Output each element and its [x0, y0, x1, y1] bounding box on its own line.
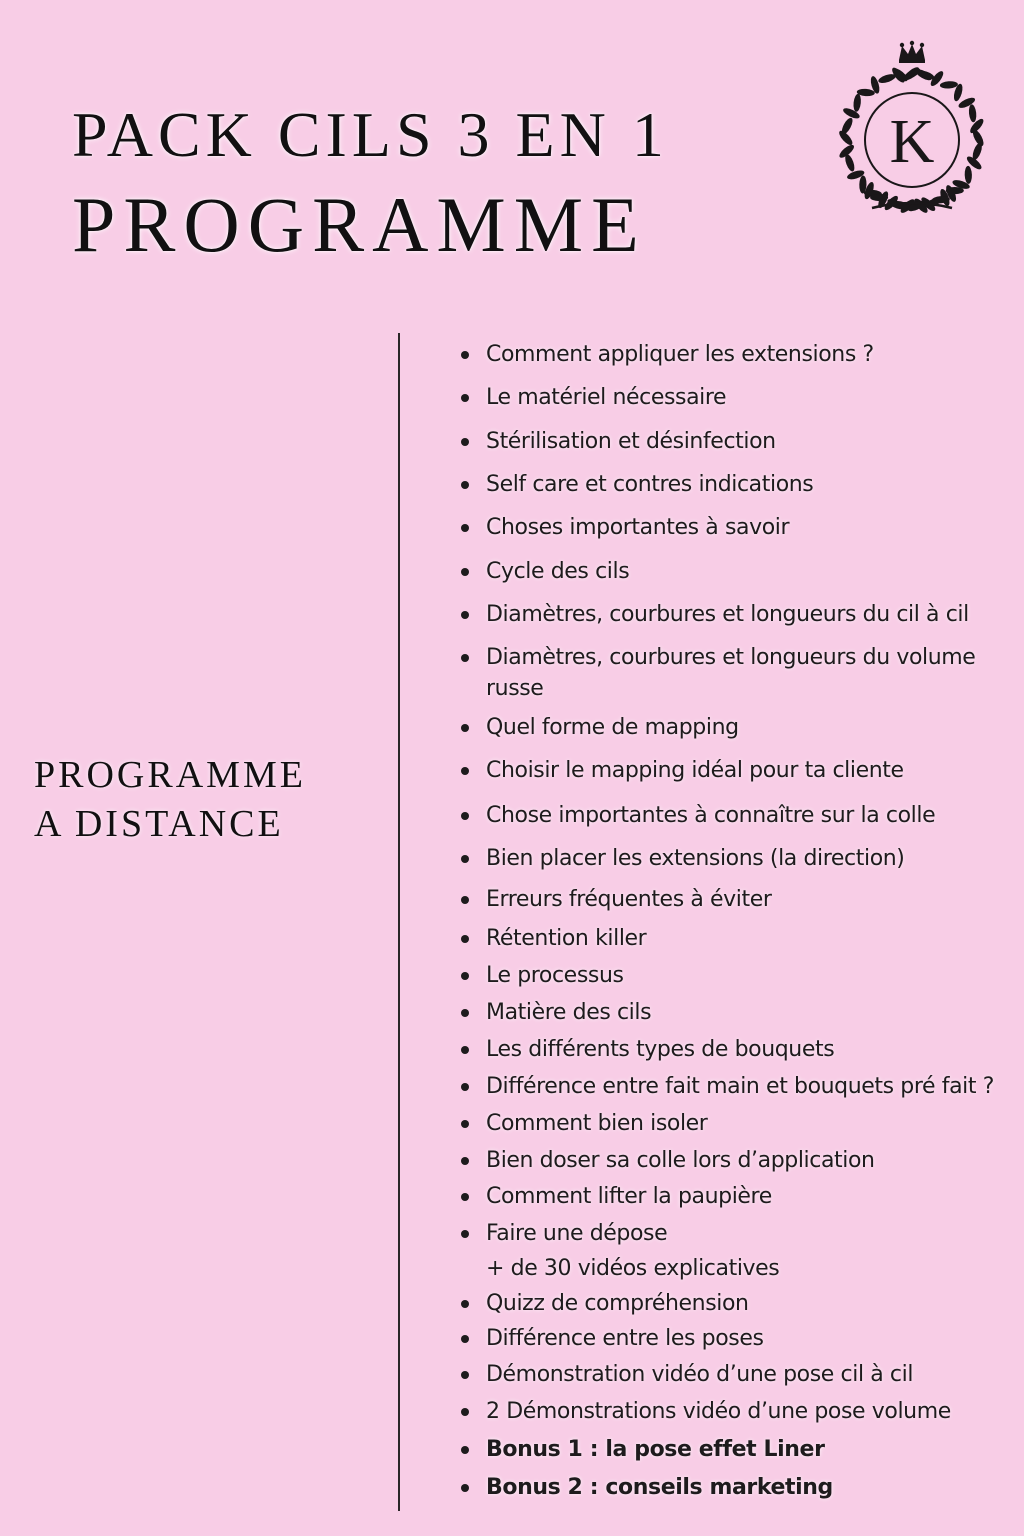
sidebar-label-line-2: A DISTANCE [34, 803, 284, 845]
list-item: Comment appliquer les extensions ? [486, 339, 998, 370]
laurel-leaf [853, 93, 862, 112]
list-item: Matière des cils [486, 997, 998, 1028]
sidebar-label-line-1: PROGRAMME [34, 754, 306, 796]
list-item: Choses importantes à savoir [486, 512, 998, 543]
list-item: Choisir le mapping idéal pour ta cliente [486, 755, 998, 786]
list-item: Comment bien isoler [486, 1108, 998, 1139]
title-line-1: PACK CILS 3 EN 1 [72, 99, 669, 170]
bonus-item: Bonus 2 : conseils marketing [486, 1472, 998, 1503]
list-item: Quizz de compréhension [486, 1288, 998, 1319]
list-item: Bien placer les extensions (la direction) [486, 843, 998, 874]
list-item: Différence entre fait main et bouquets pré fait ? [486, 1071, 998, 1102]
list-item: Diamètres, courbures et longueurs du volume russe [486, 642, 998, 704]
bonus-item: Bonus 1 : la pose effet Liner [486, 1434, 998, 1465]
list-item: Self care et contres indications [486, 469, 998, 500]
laurel-leaf [870, 194, 888, 201]
list-item: Le processus [486, 960, 998, 991]
list-item: Chose importantes à connaître sur la colle [486, 800, 998, 831]
title-line-2: PROGRAMME [72, 181, 647, 268]
list-item: Erreurs fréquentes à éviter [486, 884, 998, 915]
list-item: Stérilisation et désinfection [486, 426, 998, 457]
list-note: + de 30 vidéos explicatives [486, 1256, 780, 1281]
list-item: 2 Démonstrations vidéo d’une pose volume [486, 1396, 998, 1427]
list-item: Quel forme de mapping [486, 712, 998, 743]
list-item: Faire une dépose [486, 1218, 998, 1249]
list-item: Diamètres, courbures et longueurs du cil à cil [486, 599, 998, 630]
list-item: Comment lifter la paupière [486, 1181, 998, 1212]
list-item: Différence entre les poses [486, 1323, 998, 1354]
logo-letter: K [889, 108, 935, 176]
list-item: Les différents types de bouquets [486, 1034, 998, 1065]
crown-laurel-logo [822, 40, 1002, 220]
laurel-leaf [940, 81, 958, 89]
list-item: Le matériel nécessaire [486, 382, 998, 413]
list-item: Rétention killer [486, 923, 998, 954]
laurel-leaf [964, 166, 972, 184]
list-item: Cycle des cils [486, 556, 998, 587]
list-item: Démonstration vidéo d’une pose cil à cil [486, 1359, 998, 1390]
vertical-divider [398, 333, 400, 1511]
crown-icon [899, 41, 925, 63]
list-item: Bien doser sa colle lors d’application [486, 1145, 998, 1176]
laurel-leaf [968, 104, 977, 123]
